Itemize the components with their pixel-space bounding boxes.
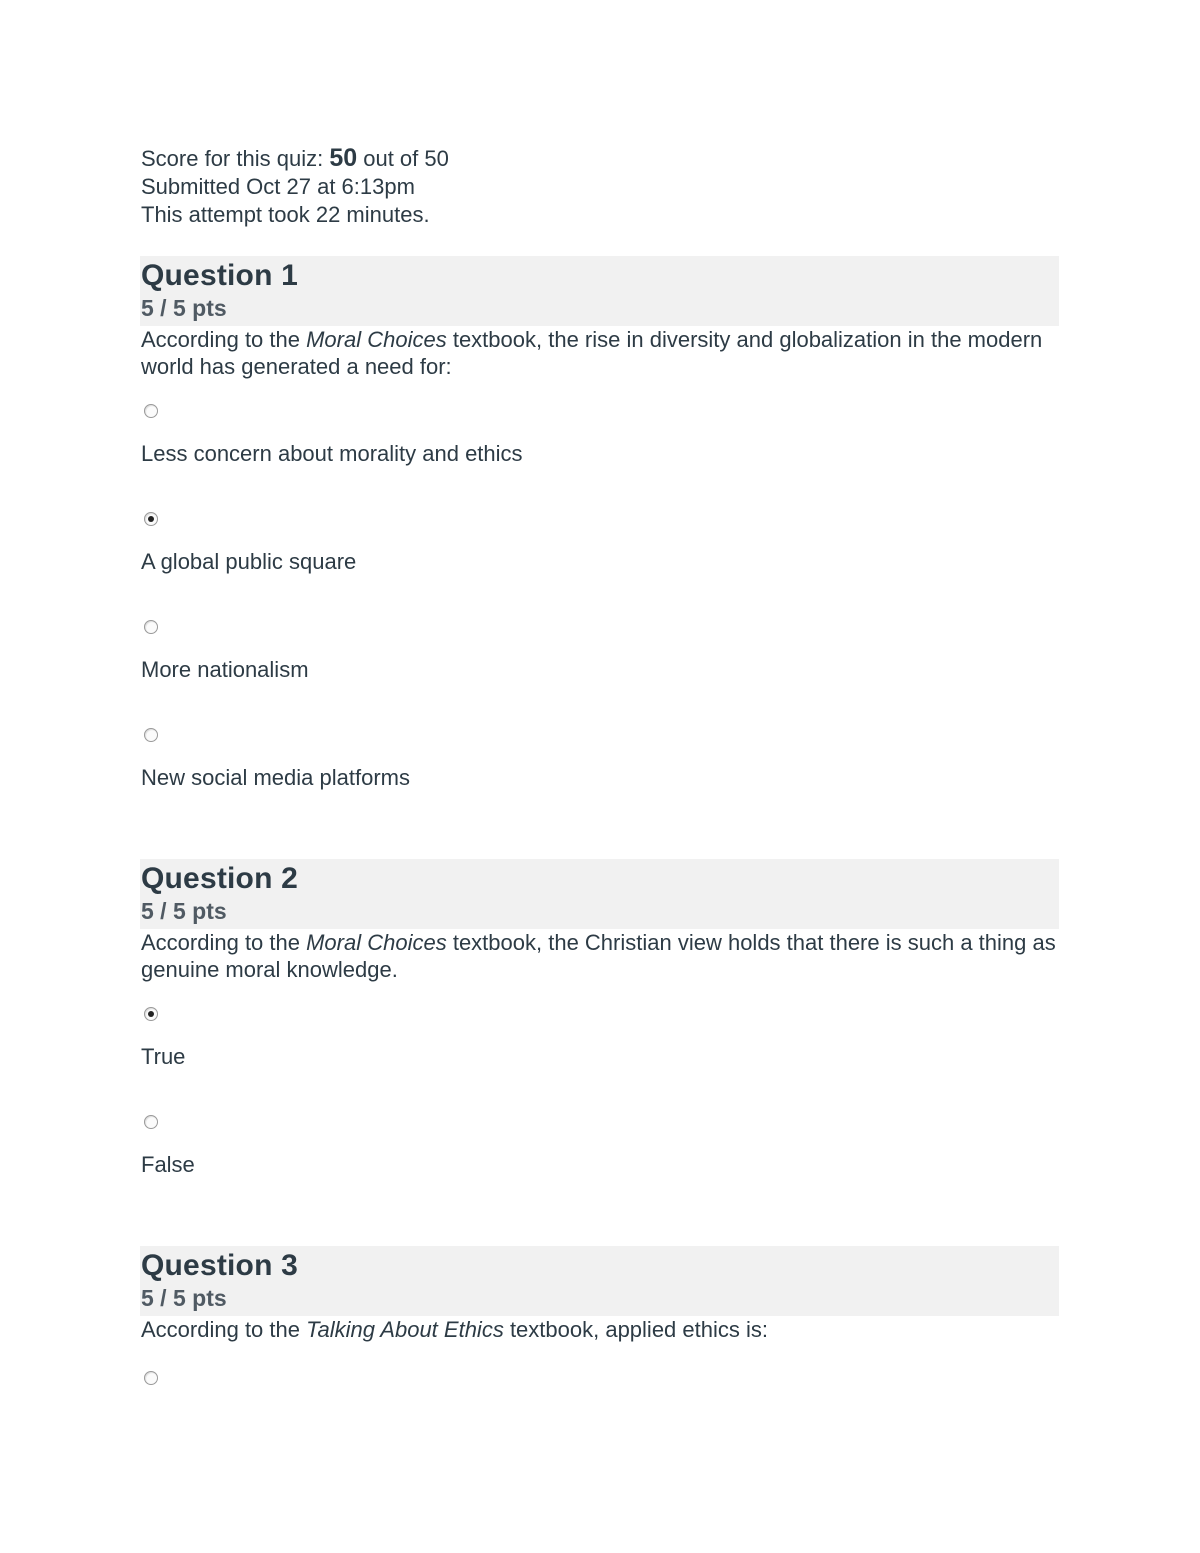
- submitted-time: Submitted Oct 27 at 6:13pm: [141, 174, 415, 199]
- question-header: [140, 256, 1059, 326]
- score-suffix: out of 50: [357, 146, 449, 171]
- question-title: Question 2: [141, 862, 299, 895]
- textbook-title: Moral Choices: [306, 327, 447, 352]
- question-header: [140, 859, 1059, 929]
- answer-list: [141, 1005, 1059, 1221]
- quiz-summary: [141, 144, 1059, 229]
- textbook-title: Talking About Ethics: [306, 1317, 504, 1342]
- answer-option[interactable]: [141, 1113, 1059, 1221]
- question-2: [141, 859, 1059, 1246]
- question-text-start: According to the: [141, 327, 307, 352]
- answer-option[interactable]: [141, 1369, 1059, 1409]
- textbook-title: Moral Choices: [306, 930, 447, 955]
- answer-list: [141, 1369, 1059, 1409]
- question-text-end: textbook, applied ethics is:: [503, 1317, 768, 1342]
- question-points: 5 / 5 pts: [141, 1285, 227, 1311]
- question-points: 5 / 5 pts: [141, 295, 227, 321]
- radio-button-selected[interactable]: [144, 1007, 158, 1021]
- answer-option[interactable]: [141, 726, 1059, 834]
- attempt-duration: This attempt took 22 minutes.: [141, 202, 430, 227]
- answer-option[interactable]: [141, 618, 1059, 726]
- radio-button[interactable]: [144, 1371, 158, 1385]
- answer-option[interactable]: [141, 402, 1059, 510]
- question-title: Question 3: [141, 1249, 299, 1282]
- answer-label: A global public square: [141, 549, 357, 574]
- score-line: [141, 144, 1059, 173]
- question-text-end: textbook, the rise in diversity and globalization in the modern world has generated a need for:: [141, 327, 1043, 379]
- question-text-start: According to the: [141, 1317, 307, 1342]
- radio-button[interactable]: [144, 1115, 158, 1129]
- question-text-end: textbook, the Christian view holds that there is such a thing as genuine moral knowledge.: [141, 930, 1056, 982]
- radio-button[interactable]: [144, 620, 158, 634]
- question-title: Question 1: [141, 259, 299, 292]
- question-text: [141, 326, 1059, 380]
- question-1: [141, 256, 1059, 859]
- question-text: [141, 1316, 1059, 1343]
- score-value: 50: [329, 144, 358, 172]
- quiz-results-page: [141, 144, 1059, 1409]
- question-points: 5 / 5 pts: [141, 898, 227, 924]
- answer-list: [141, 402, 1059, 834]
- answer-label: True: [141, 1044, 186, 1069]
- question-3: [141, 1246, 1059, 1409]
- question-header: [140, 1246, 1059, 1316]
- answer-label: False: [141, 1152, 195, 1177]
- answer-option[interactable]: [141, 510, 1059, 618]
- radio-button[interactable]: [144, 404, 158, 418]
- answer-label: More nationalism: [141, 657, 309, 682]
- radio-button[interactable]: [144, 728, 158, 742]
- question-text: [141, 929, 1059, 983]
- score-prefix: Score for this quiz:: [141, 146, 330, 171]
- answer-label: New social media platforms: [141, 765, 410, 790]
- answer-option[interactable]: [141, 1005, 1059, 1113]
- answer-label: Less concern about morality and ethics: [141, 441, 523, 466]
- question-text-start: According to the: [141, 930, 307, 955]
- radio-button-selected[interactable]: [144, 512, 158, 526]
